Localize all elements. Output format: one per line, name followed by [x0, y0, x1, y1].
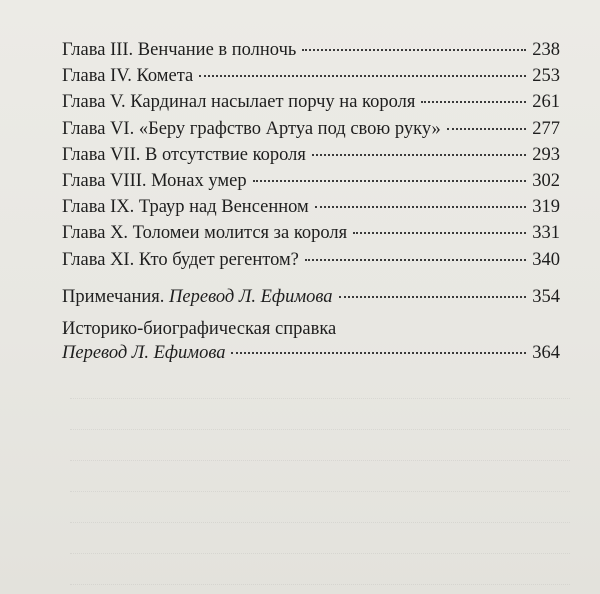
dot-leader	[312, 153, 526, 156]
dot-leader	[231, 351, 526, 354]
toc-entry-chapter-4	[62, 66, 560, 92]
reference-translator: Перевод Л. Ефимова	[62, 342, 226, 363]
toc-entry-title: Глава VIII. Монах умер	[62, 170, 247, 191]
toc-entry-notes	[62, 287, 560, 313]
toc-entry-title: Глава IX. Траур над Венсенном	[62, 197, 309, 218]
toc-entry-page: 331	[532, 223, 560, 244]
dot-leader	[447, 127, 526, 130]
dot-leader	[353, 231, 526, 234]
toc-entry-chapter-10	[62, 223, 560, 249]
reference-title: Историко-биографическая справка	[62, 318, 337, 339]
toc-entry-title	[62, 343, 225, 364]
dot-leader	[421, 100, 526, 103]
toc-entry-page: 354	[532, 286, 560, 307]
toc-entry-title	[62, 287, 333, 308]
dot-leader	[315, 205, 527, 208]
dot-leader	[253, 179, 527, 182]
toc-entry-page: 253	[532, 66, 560, 87]
toc-entry-page: 319	[532, 197, 560, 218]
toc-entry-chapter-6	[62, 119, 560, 145]
toc-entry-title: Глава V. Кардинал насылает порчу на короля	[62, 92, 416, 113]
toc-entry-title: Глава X. Толомеи молится за короля	[62, 223, 348, 244]
toc-entry-chapter-9	[62, 197, 560, 223]
toc-entry-title: Глава III. Венчание в полночь	[62, 40, 297, 60]
toc-entry-chapter-5	[62, 92, 560, 118]
toc-entry-page: 293	[532, 144, 560, 165]
toc-entry-chapter-3	[62, 40, 560, 66]
notes-translator: Перевод Л. Ефимова	[169, 286, 333, 307]
toc-entry-title: Глава VI. «Беру графство Артуа под свою руку»	[62, 118, 441, 139]
dot-leader	[302, 48, 526, 51]
toc-entry-title: Глава VII. В отсутствие короля	[62, 144, 306, 165]
table-of-contents	[62, 40, 560, 369]
toc-entry-page: 340	[532, 249, 560, 270]
toc-entry-chapter-8	[62, 171, 560, 197]
toc-entry-reference-title	[62, 319, 560, 343]
toc-entry-chapter-11	[62, 250, 560, 276]
dot-leader	[305, 258, 526, 261]
dot-leader	[199, 74, 526, 77]
show-through-background	[70, 372, 570, 582]
toc-entry-page: 238	[532, 40, 560, 60]
toc-entry-page: 261	[532, 92, 560, 113]
toc-entry-page: 364	[532, 342, 560, 363]
toc-entry-title: Глава XI. Кто будет регентом?	[62, 249, 299, 270]
toc-entry-page: 302	[532, 170, 560, 191]
toc-entry-chapter-7	[62, 145, 560, 171]
toc-entry-reference	[62, 343, 560, 369]
notes-title: Примечания.	[62, 286, 165, 307]
toc-entry-page: 277	[532, 118, 560, 139]
dot-leader	[339, 295, 527, 298]
toc-entry-title: Глава IV. Комета	[62, 66, 194, 87]
